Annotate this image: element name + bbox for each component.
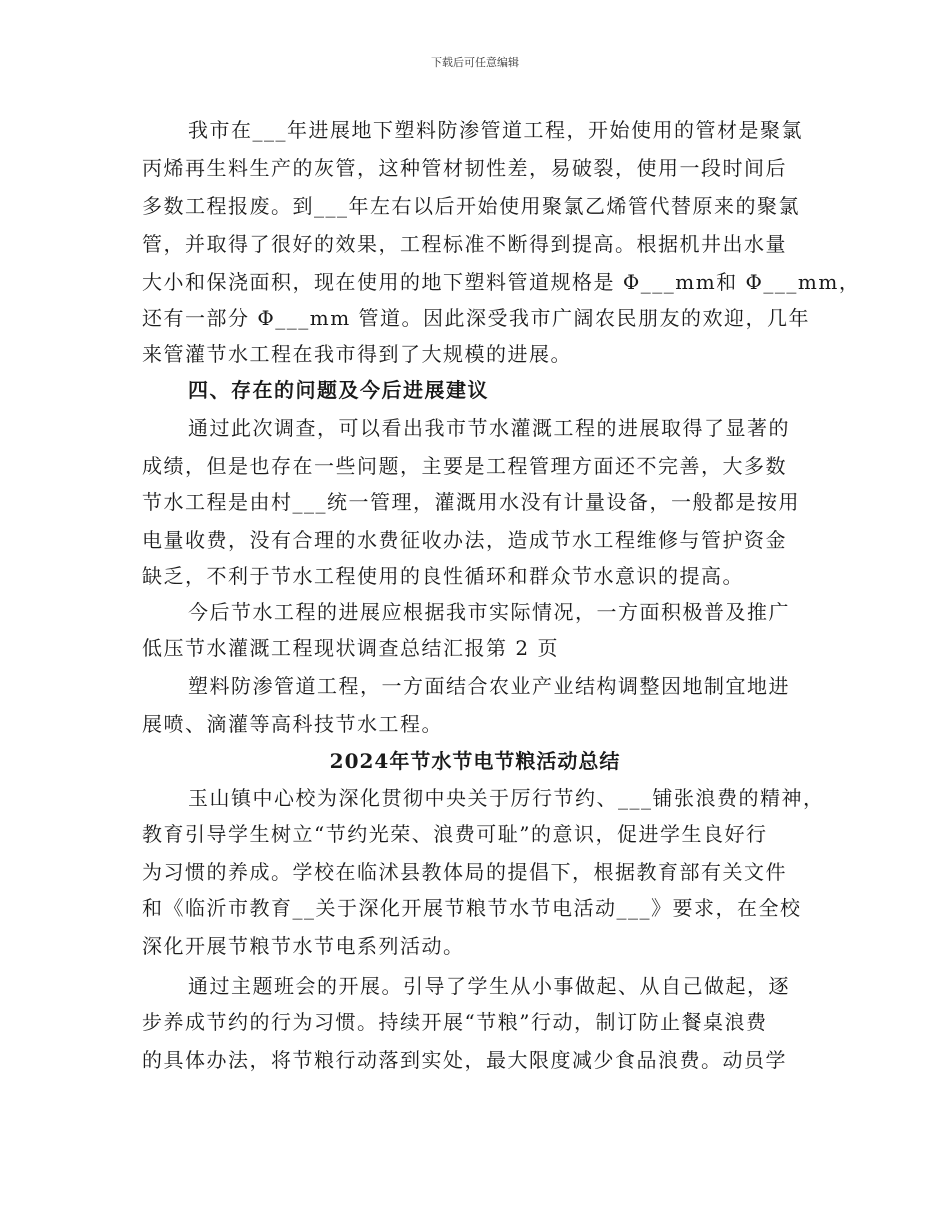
paragraph-line: 电量收费，没有合理的水费征收办法，造成节水工程维修与管护资金 xyxy=(142,528,787,552)
paragraph-line: 和《临沂市教育__关于深化开展节粮节水节电活动___》要求，在全校 xyxy=(142,896,802,920)
paragraph-line: 我市在___年进展地下塑料防渗管道工程，开始使用的管材是聚氯 xyxy=(188,118,803,142)
paragraph-line: 管，并取得了很好的效果，工程标准不断得到提高。根据机井出水量 xyxy=(142,232,787,256)
paragraph-line: 展喷、滴灌等高科技节水工程。 xyxy=(142,712,443,736)
paragraph-line: 通过此次调查，可以看出我市节水灌溉工程的进展取得了显著的 xyxy=(188,416,790,440)
paragraph-line: 大小和保浇面积，现在使用的地下塑料管道规格是 Φ___mm和 Φ___mm， xyxy=(142,270,861,294)
paragraph-line: 来管灌节水工程在我市得到了大规模的进展。 xyxy=(142,342,572,366)
page-footer-line: 低压节水灌溉工程现状调查总结汇报第 2 页 xyxy=(142,636,559,660)
section-heading: 四、存在的问题及今后进展建议 xyxy=(188,378,489,402)
paragraph-line: 教育引导学生树立“节约光荣、浪费可耻”的意识，促进学生良好行 xyxy=(142,822,768,846)
paragraph-line: 为习惯的养成。学校在临沭县教体局的提倡下，根据教育部有关文件 xyxy=(142,860,787,884)
paragraph-line: 多数工程报废。到___年左右以后开始使用聚氯乙烯管代替原来的聚氯 xyxy=(142,194,800,218)
page-header: 下载后可任意编辑 xyxy=(431,56,519,69)
paragraph-line: 缺乏，不利于节水工程使用的良性循环和群众节水意识的提高。 xyxy=(142,564,744,588)
paragraph-line: 成绩，但是也存在一些问题，主要是工程管理方面还不完善，大多数 xyxy=(142,454,787,478)
paragraph-line: 还有一部分 Φ___mm 管道。因此深受我市广阔农民朋友的欢迎，几年 xyxy=(142,306,811,330)
paragraph-line: 深化开展节粮节水节电系列活动。 xyxy=(142,934,465,958)
paragraph-line: 节水工程是由村___统一管理，灌溉用水没有计量设备，一般都是按用 xyxy=(142,490,800,514)
paragraph-line: 玉山镇中心校为深化贯彻中央关于厉行节约、___铺张浪费的精神， xyxy=(188,786,825,810)
paragraph-line: 通过主题班会的开展。引导了学生从小事做起、从自己做起，逐 xyxy=(188,974,790,998)
paragraph-line: 今后节水工程的进展应根据我市实际情况，一方面积极普及推广 xyxy=(188,600,790,624)
paragraph-line: 的具体办法，将节粮行动落到实处，最大限度减少食品浪费。动员学 xyxy=(142,1048,787,1072)
paragraph-line: 塑料防渗管道工程，一方面结合农业产业结构调整因地制宜地进 xyxy=(188,674,790,698)
paragraph-line: 丙烯再生料生产的灰管，这种管材韧性差，易破裂，使用一段时间后 xyxy=(142,156,787,180)
document-title: 2024年节水节电节粮活动总结 xyxy=(329,749,621,773)
paragraph-line: 步养成节约的行为习惯。持续开展“节粮”行动，制订防止餐桌浪费 xyxy=(142,1010,768,1034)
